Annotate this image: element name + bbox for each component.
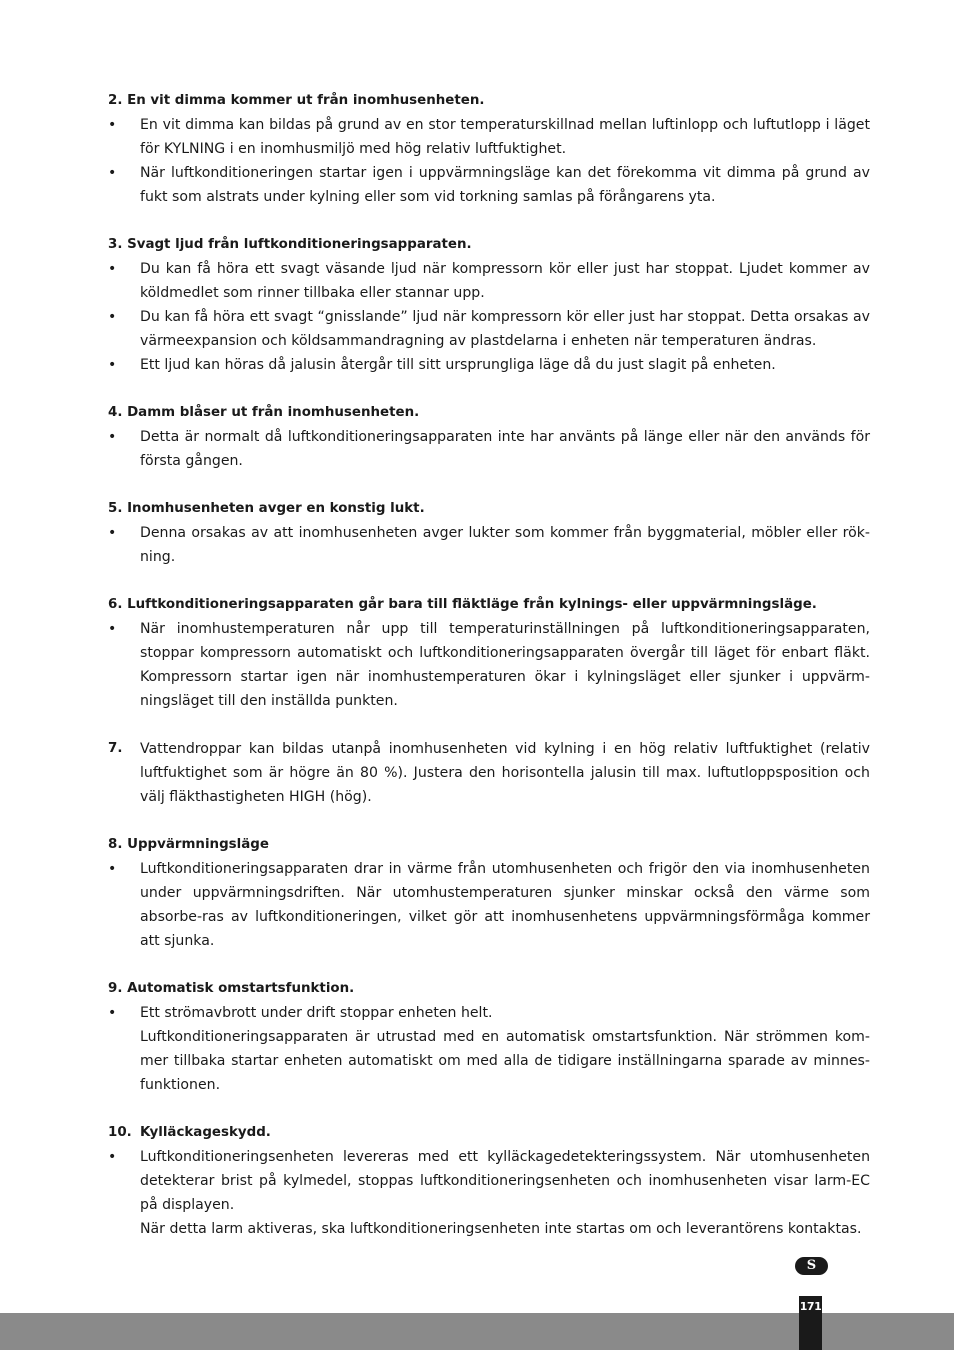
section-heading: 9. Automatisk omstartsfunktion. xyxy=(108,981,355,996)
section-fan-mode xyxy=(108,593,870,713)
section-heading-text: Kylläckageskydd. xyxy=(140,1125,271,1140)
section-water-droplets xyxy=(108,737,870,809)
list-item-text: Ett strömavbrott under drift stoppar enheten helt. xyxy=(140,1005,493,1021)
section-leak-protection xyxy=(108,1121,870,1241)
section-auto-restart xyxy=(108,977,870,1097)
bullet-icon: • xyxy=(108,525,117,541)
section-text: Vattendroppar kan bildas utanpå inomhusenheten vid kylning i en hög relativ luftfuktighet (relativ luftfuktighet som är högre än 80 %). Justera den horisontella jalusin till max. luftutloppsposition och välj fläkthastigheten HIGH (hög). xyxy=(140,741,870,805)
section-heading-number: 10. xyxy=(108,1125,132,1140)
list-item-text: Denna orsakas av att inomhusenheten avger lukter som kommer från byggmaterial, möbler eller rök-ning. xyxy=(140,525,870,565)
list-item-text: Detta är normalt då luftkonditioneringsapparaten inte har använts på länge eller när den används för första gången. xyxy=(140,429,870,469)
language-badge: S xyxy=(795,1257,828,1275)
paragraph: När detta larm aktiveras, ska luftkonditioneringsenheten inte startas om och leverantörens kontaktas. xyxy=(140,1221,862,1237)
list-item xyxy=(108,1145,870,1217)
document-body xyxy=(108,89,870,1265)
paragraph: Luftkonditioneringsapparaten är utrustad med en automatisk omstartsfunktion. När strömmen kom-mer tillbaka startar enheten automatiskt om med alla de tidigare inställningarna sparade av minnes-funktionen. xyxy=(140,1029,870,1093)
section-heading: 3. Svagt ljud från luftkonditioneringsapparaten. xyxy=(108,237,472,252)
list-item xyxy=(108,857,870,953)
list-item xyxy=(108,1001,870,1025)
list-item xyxy=(108,425,870,473)
section-heading: 2. En vit dimma kommer ut från inomhusenheten. xyxy=(108,93,485,108)
section-heating-mode xyxy=(108,833,870,953)
list-item xyxy=(108,161,870,209)
section-odor xyxy=(108,497,870,569)
section-heading: 6. Luftkonditioneringsapparaten går bara till fläktläge från kylnings- eller uppvärmningsläge. xyxy=(108,597,817,612)
section-heading: 4. Damm blåser ut från inomhusenheten. xyxy=(108,405,420,420)
list-item xyxy=(108,113,870,161)
section-white-mist xyxy=(108,89,870,209)
section-heading xyxy=(108,1121,870,1145)
section-faint-sound xyxy=(108,233,870,377)
bullet-icon: • xyxy=(108,861,117,877)
bullet-icon: • xyxy=(108,1005,117,1021)
bullet-icon: • xyxy=(108,357,117,373)
bullet-icon: • xyxy=(108,117,117,133)
bullet-icon: • xyxy=(108,1149,117,1165)
list-item-text: Luftkonditioneringsenheten levereras med ett kylläckagedetekteringssystem. När utomhusenheten detekterar brist på kylmedel, stoppas luftkonditioneringsenheten och inomhusenheten visar larm-EC på displayen. xyxy=(140,1149,870,1213)
list-item xyxy=(108,617,870,713)
list-item-text: När luftkonditioneringen startar igen i uppvärmningsläge kan det förekomma vit dimma på grund av fukt som alstrats under kylning eller som vid torkning samlas på förångarens yta. xyxy=(140,165,870,205)
section-heading: 5. Inomhusenheten avger en konstig lukt. xyxy=(108,501,425,516)
list-item xyxy=(108,257,870,305)
page-number: 171 xyxy=(799,1300,822,1313)
bullet-icon: • xyxy=(108,429,117,445)
bullet-icon: • xyxy=(108,309,117,325)
section-number: 7. xyxy=(108,741,123,756)
list-item-text: Du kan få höra ett svagt “gnisslande” ljud när kompressorn kör eller just har stoppat. Detta orsakas av värmeexpansion och köldsammandragning av plastdelarna i enheten när temperaturen ändras. xyxy=(140,309,870,349)
list-item-text: Luftkonditioneringsapparaten drar in värme från utomhusenheten och frigör den via inomhusenheten under uppvärmningsdriften. När utomhustemperaturen sjunker minskar också den värme som absorbe-ras av luftkonditioneringen, vilket gör att inomhusenhetens uppvärmningsförmåga kommer att sjunka. xyxy=(140,861,870,949)
list-item-text: En vit dimma kan bildas på grund av en stor temperaturskillnad mellan luftinlopp och luftutlopp i läget för KYLNING i en inomhusmiljö med hög relativ luftfuktighet. xyxy=(140,117,870,157)
list-item xyxy=(108,353,870,377)
list-item-text: Du kan få höra ett svagt väsande ljud när kompressorn kör eller just har stoppat. Ljudet kommer av köldmedlet som rinner tillbaka eller stannar upp. xyxy=(140,261,870,301)
list-item xyxy=(108,305,870,353)
section-dust xyxy=(108,401,870,473)
bullet-icon: • xyxy=(108,165,117,181)
section-heading: 8. Uppvärmningsläge xyxy=(108,837,269,852)
list-item-text: När inomhustemperaturen når upp till temperaturinställningen på luftkonditioneringsapparaten, stoppar kompressorn automatiskt och luftkonditioneringsapparaten övergår till läget för enbart fläkt. Kompressorn startar igen när inomhustemperaturen ökar i kylningsläget eller sjunker i uppvärm-ningsläget till den inställda punkten. xyxy=(140,621,870,709)
list-item xyxy=(108,521,870,569)
bullet-icon: • xyxy=(108,621,117,637)
list-item-text: Ett ljud kan höras då jalusin återgår till sitt ursprungliga läge då du just slagit på enheten. xyxy=(140,357,776,373)
bullet-icon: • xyxy=(108,261,117,277)
